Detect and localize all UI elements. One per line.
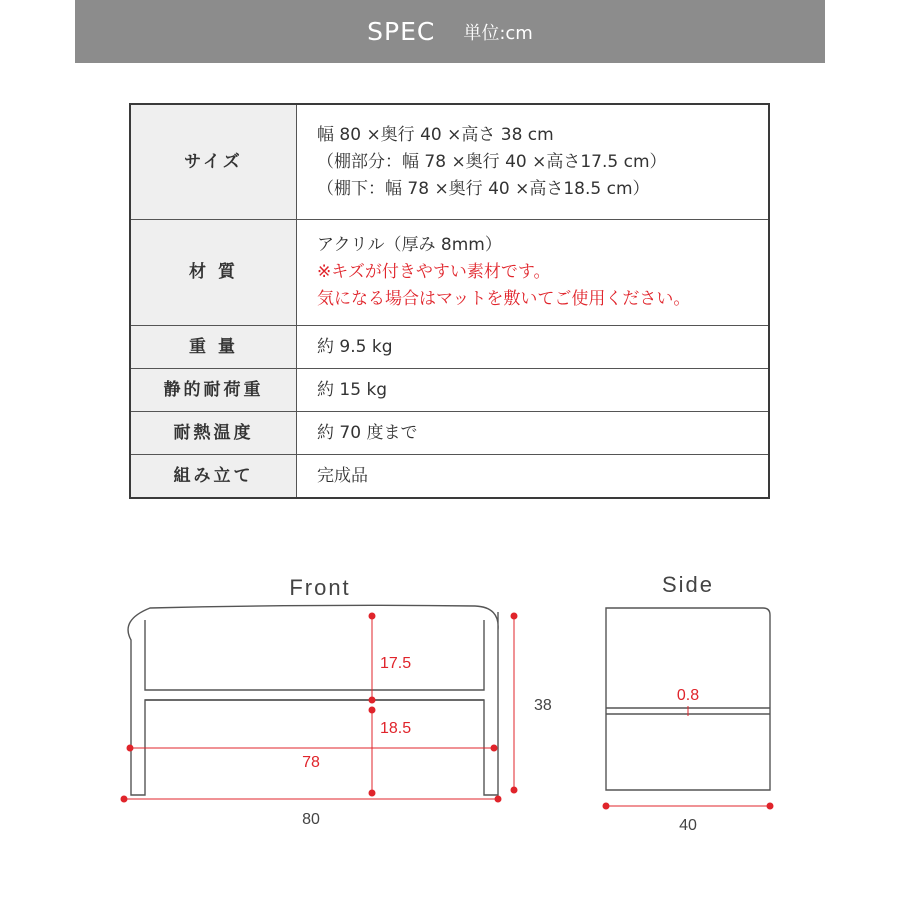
dim-dot <box>121 796 127 802</box>
size-line-1: 幅 80 ×奥行 40 ×高さ 38 cm <box>317 124 554 145</box>
dim-dot <box>767 803 773 809</box>
dim-depth: 40 <box>679 817 697 834</box>
side-label: Side <box>661 572 715 597</box>
material-line-1: アクリル（厚み 8mm） <box>317 235 502 255</box>
spec-value-heat: 約 70 度まで <box>297 412 770 455</box>
size-line-3: （棚下：幅 78 ×奥行 40 ×高さ18.5 cm） <box>317 178 650 199</box>
material-warning-1: ※キズが付きやすい素材です。 <box>317 262 551 282</box>
dim-dot <box>369 707 375 713</box>
dim-dot <box>369 790 375 796</box>
spec-value-assembly: 完成品 <box>297 455 770 499</box>
spec-label-material: 材 質 <box>130 220 297 326</box>
dim-total-height: 38 <box>534 697 552 714</box>
spec-value-load: 約 15 kg <box>297 369 770 412</box>
spec-label-weight: 重 量 <box>130 326 297 369</box>
dim-dot <box>511 613 517 619</box>
front-dimensions <box>121 613 517 802</box>
dim-dot <box>511 787 517 793</box>
dim-thickness: 0.8 <box>676 687 700 704</box>
dim-dot <box>127 745 133 751</box>
dim-total-width: 80 <box>302 811 320 828</box>
dim-inner-width: 78 <box>302 754 320 771</box>
size-line-2: （棚部分：幅 78 ×奥行 40 ×高さ17.5 cm） <box>317 151 667 172</box>
header-title: SPEC <box>367 17 436 46</box>
dim-dot <box>495 796 501 802</box>
spec-label-assembly: 組み立て <box>130 455 297 499</box>
dim-shelf-height: 17.5 <box>380 655 412 672</box>
spec-label-size: サイズ <box>130 104 297 220</box>
dim-dot <box>491 745 497 751</box>
material-warning-2: 気になる場合はマットを敷いてご使用ください。 <box>317 289 691 309</box>
spec-label-load: 静的耐荷重 <box>130 369 297 412</box>
dim-dot <box>603 803 609 809</box>
front-label: Front <box>289 575 351 600</box>
dim-dot <box>369 697 375 703</box>
spec-value-weight: 約 9.5 kg <box>297 326 770 369</box>
dim-dot <box>369 613 375 619</box>
spec-label-heat: 耐熱温度 <box>130 412 297 455</box>
side-dimensions <box>603 706 773 809</box>
front-shelf-inner <box>145 620 484 690</box>
header-unit: 単位:cm <box>463 22 533 44</box>
dim-under-height: 18.5 <box>380 720 412 737</box>
